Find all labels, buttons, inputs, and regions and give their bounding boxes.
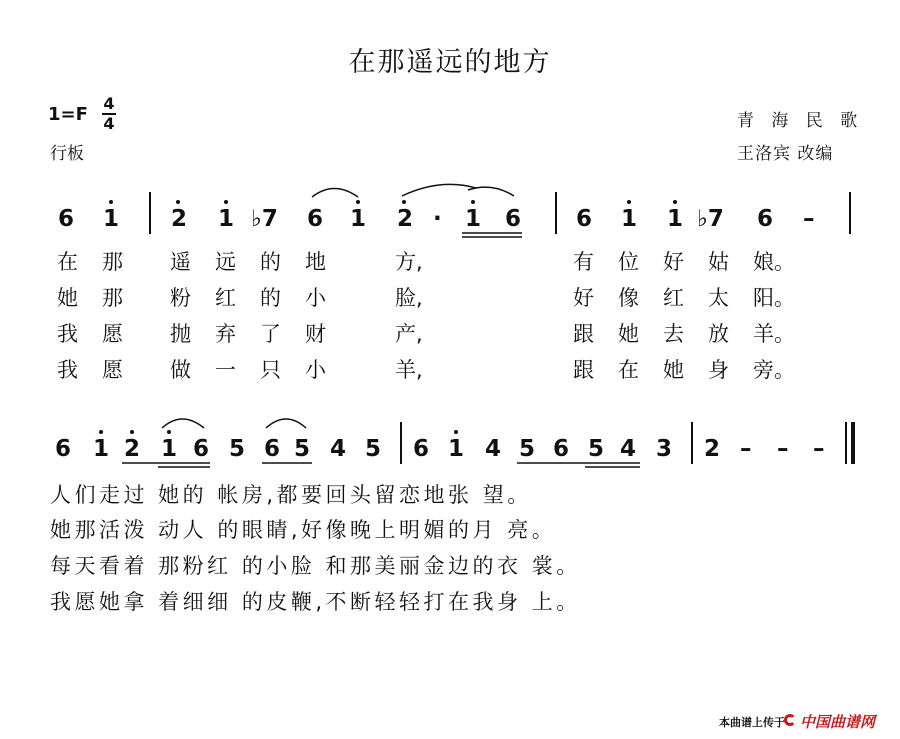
lyric-char: 旁。 (753, 358, 795, 382)
lyric-char: 弃 (215, 322, 236, 346)
song-origin: 青 海 民 歌 (737, 111, 864, 131)
note: 6 (58, 206, 75, 232)
dash: – (803, 206, 815, 232)
lyric-char: 位 (618, 250, 639, 274)
lyric-char: 的 (260, 286, 281, 310)
lyric-char: 姑 (708, 250, 729, 274)
note: 4 (620, 436, 637, 462)
note: 5 (365, 436, 382, 462)
note: 2 (397, 206, 414, 232)
lyric-char: 我 (57, 322, 78, 346)
lyric-char: 她 (663, 358, 684, 382)
octave-dot (402, 200, 406, 204)
lyric-char: 红 (215, 286, 236, 310)
site-logo-icon (784, 714, 796, 726)
lyric-char: 阳。 (753, 286, 795, 310)
note: 6 (307, 206, 324, 232)
note: 1 (448, 436, 465, 462)
note: 6 (264, 436, 281, 462)
octave-dot (130, 430, 134, 434)
note: 6 (505, 206, 522, 232)
octave-dot (356, 200, 360, 204)
note: 3 (656, 436, 673, 462)
lyric-verse: 每天看着 那粉红 的小脸 和那美丽金边的衣 裳。 (50, 554, 581, 578)
note: 5 (229, 436, 246, 462)
lyric-char: 财 (305, 322, 326, 346)
octave-dot (224, 200, 228, 204)
lyric-char: 遥 (170, 250, 191, 274)
octave-dot (167, 430, 171, 434)
note: 1 (93, 436, 110, 462)
note: 2 (704, 436, 721, 462)
lyric-char: 她 (57, 286, 78, 310)
octave-dot (673, 200, 677, 204)
lyric-char: 只 (260, 358, 281, 382)
key-signature: 1=F (48, 104, 88, 125)
lyric-char: 脸, (395, 286, 423, 310)
note: 1 (103, 206, 120, 232)
lyric-char: 那 (102, 250, 123, 274)
note: 4 (485, 436, 502, 462)
time-signature-bottom: 4 (103, 114, 115, 133)
lyric-char: 小 (305, 358, 326, 382)
lyric-char: 做 (170, 358, 191, 382)
note: 4 (330, 436, 347, 462)
lyric-char: 身 (708, 358, 729, 382)
note: 2 (124, 436, 141, 462)
dash: – (740, 436, 752, 462)
arranger-credit: 王洛宾 改编 (737, 144, 834, 164)
upload-credit: 本曲谱上传于 (719, 716, 785, 729)
lyric-char: 有 (573, 250, 594, 274)
lyric-char: 在 (57, 250, 78, 274)
note: 6 (553, 436, 570, 462)
lyric-char: 的 (260, 250, 281, 274)
lyric-char: 粉 (170, 286, 191, 310)
note: 5 (519, 436, 536, 462)
octave-dot (627, 200, 631, 204)
lyric-char: 跟 (573, 322, 594, 346)
note: 1 (667, 206, 684, 232)
note: ♭7 (251, 206, 278, 232)
dash: – (777, 436, 789, 462)
time-signature-top: 4 (103, 94, 115, 113)
lyric-char: 她 (618, 322, 639, 346)
note: 6 (193, 436, 210, 462)
lyric-char: 那 (102, 286, 123, 310)
note: 2 (171, 206, 188, 232)
lyric-char: 好 (663, 250, 684, 274)
lyric-char: 愿 (102, 322, 123, 346)
tempo-marking: 行板 (50, 144, 84, 164)
lyric-char: 方, (395, 250, 423, 274)
lyric-char: 我 (57, 358, 78, 382)
lyric-verse: 我愿她拿 着细细 的皮鞭,不断轻轻打在我身 上。 (50, 590, 581, 614)
note: 1 (621, 206, 638, 232)
lyric-char: 好 (573, 286, 594, 310)
octave-dot (454, 430, 458, 434)
note-dot: · (433, 206, 442, 232)
lyric-char: 去 (663, 322, 684, 346)
lyric-char: 像 (618, 286, 639, 310)
note: 1 (218, 206, 235, 232)
lyric-char: 娘。 (753, 250, 795, 274)
octave-dot (176, 200, 180, 204)
lyric-char: 跟 (573, 358, 594, 382)
lyric-char: 羊, (395, 358, 423, 382)
lyric-char: 愿 (102, 358, 123, 382)
note: 5 (294, 436, 311, 462)
lyric-char: 地 (305, 250, 326, 274)
note: 6 (576, 206, 593, 232)
lyric-char: 红 (663, 286, 684, 310)
lyric-char: 小 (305, 286, 326, 310)
note: 5 (588, 436, 605, 462)
site-logo: 中国曲谱网 (800, 713, 876, 731)
lyric-char: 抛 (170, 322, 191, 346)
lyric-char: 太 (708, 286, 729, 310)
lyric-char: 在 (618, 358, 639, 382)
note: ♭7 (697, 206, 724, 232)
note: 1 (161, 436, 178, 462)
lyric-char: 产, (395, 322, 423, 346)
octave-dot (99, 430, 103, 434)
dash: – (813, 436, 825, 462)
note: 1 (465, 206, 482, 232)
lyric-verse: 她那活泼 动人 的眼睛,好像晚上明媚的月 亮。 (50, 518, 557, 542)
lyric-verse: 人们走过 她的 帐房,都要回头留恋地张 望。 (50, 483, 532, 507)
note: 1 (350, 206, 367, 232)
slur (468, 187, 514, 196)
slur (312, 189, 358, 198)
slur (266, 419, 306, 428)
note: 6 (757, 206, 774, 232)
lyric-char: 羊。 (753, 322, 795, 346)
note: 6 (413, 436, 430, 462)
slur (402, 184, 476, 196)
octave-dot (109, 200, 113, 204)
song-title: 在那遥远的地方 (348, 47, 552, 78)
octave-dot (471, 200, 475, 204)
note: 6 (55, 436, 72, 462)
lyric-char: 一 (215, 358, 236, 382)
lyric-char: 了 (260, 322, 281, 346)
slur (162, 419, 204, 428)
lyric-char: 远 (215, 250, 236, 274)
lyric-char: 放 (708, 322, 729, 346)
